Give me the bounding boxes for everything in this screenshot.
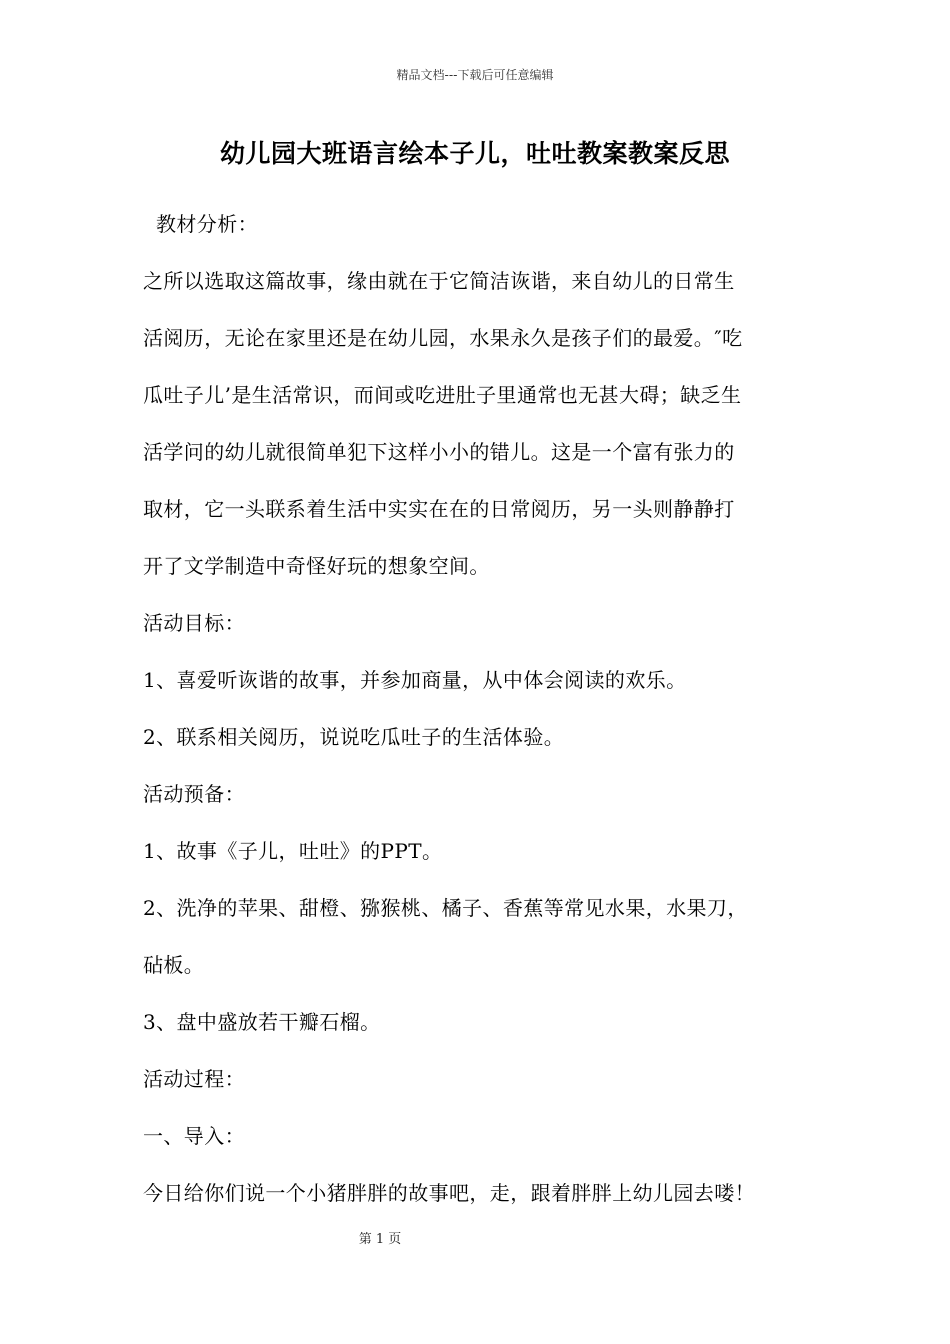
list-item: 3、盘中盛放若干瓣石榴。 — [143, 1010, 381, 1034]
document-title: 幼儿园大班语言绘本子儿，吐吐教案教案反思 — [219, 139, 730, 168]
body-line: 之所以选取这篇故事，缘由就在于它简洁诙谐，来自幼儿的日常生 — [143, 269, 735, 293]
subsection-heading-introduction: 一、导入： — [143, 1124, 245, 1148]
list-item: 2、洗净的苹果、甜橙、猕猴桃、橘子、香蕉等常见水果，水果刀， — [143, 896, 748, 920]
section-heading-textbook-analysis: 教材分析： — [156, 212, 258, 236]
page-number: 第 1 页 — [358, 1232, 402, 1247]
list-item-continuation: 砧板。 — [143, 953, 205, 977]
list-item: 1、喜爱听诙谐的故事，并参加商量，从中体会阅读的欢乐。 — [143, 668, 687, 692]
list-item: 2、联系相关阅历，说说吃瓜吐子的生活体验。 — [143, 725, 565, 749]
body-line: 今日给你们说一个小猪胖胖的故事吧，走，跟着胖胖上幼儿园去喽！ — [143, 1181, 755, 1205]
section-heading-activity-goals: 活动目标： — [143, 611, 245, 635]
body-line: 活阅历，无论在家里还是在幼儿园，水果永久是孩子们的最爱。″吃 — [143, 326, 743, 350]
body-line: 开了文学制造中奇怪好玩的想象空间。 — [143, 554, 490, 578]
section-heading-activity-process: 活动过程： — [143, 1067, 245, 1091]
list-item: 1、故事《子儿，吐吐》的PPT。 — [143, 839, 443, 863]
header-note: 精品文档---下载后可任意编辑 — [396, 68, 554, 82]
section-heading-activity-preparation: 活动预备： — [143, 782, 245, 806]
body-line: 活学问的幼儿就很简单犯下这样小小的错儿。这是一个富有张力的 — [143, 440, 735, 464]
body-line: 瓜吐子儿’是生活常识，而间或吃进肚子里通常也无甚大碍；缺乏生 — [143, 383, 742, 407]
document-body — [143, 196, 809, 1222]
body-line: 取材，它一头联系着生活中实实在在的日常阅历，另一头则静静打 — [143, 497, 735, 521]
